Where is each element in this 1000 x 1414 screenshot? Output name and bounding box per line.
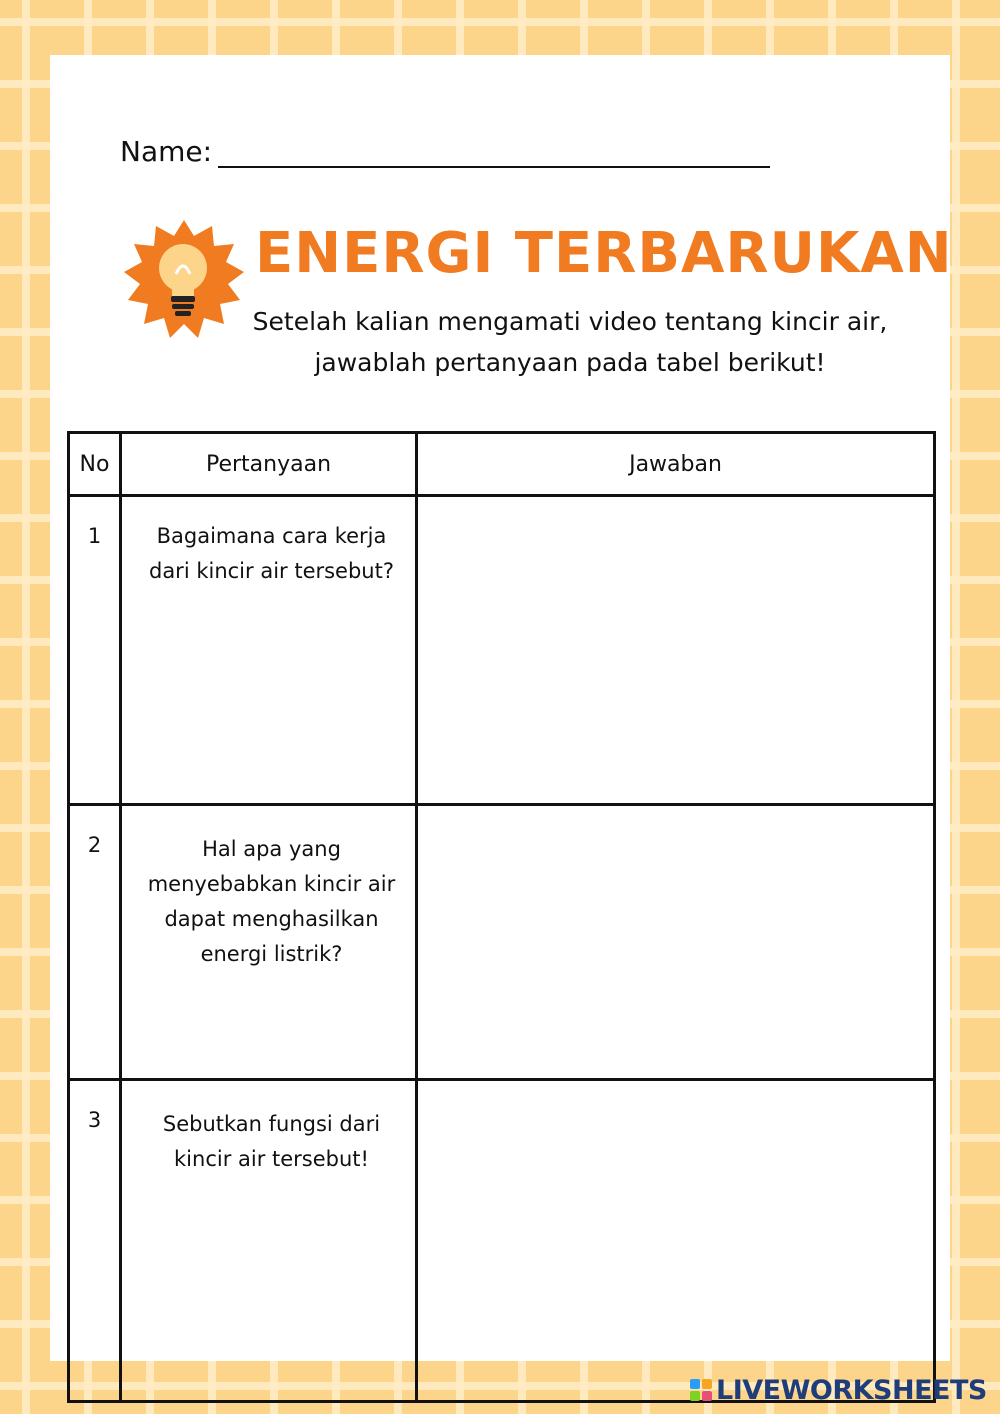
name-label: Name: — [120, 135, 213, 168]
name-field[interactable] — [218, 166, 770, 168]
row-question: Hal apa yang menyebabkan kincir air dapat menghasilkan energi listrik? — [121, 805, 417, 1080]
row-question: Bagaimana cara kerja dari kincir air tersebut? — [121, 496, 417, 805]
row-number: 3 — [69, 1080, 121, 1402]
header-no: No — [69, 433, 121, 496]
row-number: 2 — [69, 805, 121, 1080]
worksheet-page — [50, 55, 953, 1361]
row-question: Sebutkan fungsi dari kincir air tersebut! — [121, 1080, 417, 1402]
liveworksheets-logo — [690, 1374, 990, 1406]
instructions-text: Setelah kalian mengamati video tentang kincir air, jawablah pertanyaan pada tabel berikut! — [252, 307, 888, 377]
row-number: 1 — [69, 496, 121, 805]
answer-cell-2[interactable] — [417, 805, 935, 1080]
header-answer: Jawaban — [417, 433, 935, 496]
worksheet-title: ENERGI TERBARUKAN — [255, 221, 953, 286]
table-row — [69, 1080, 935, 1402]
answer-cell-3[interactable] — [417, 1080, 935, 1402]
question-table — [67, 431, 936, 1403]
logo-text: LIVEWORKSHEETS — [716, 1374, 987, 1406]
name-row — [120, 135, 780, 175]
logo-mark-icon — [690, 1379, 712, 1401]
header-question: Pertanyaan — [121, 433, 417, 496]
table-header-row — [69, 433, 935, 496]
answer-cell-1[interactable] — [417, 496, 935, 805]
lightbulb-icon — [120, 220, 248, 340]
table-row — [69, 805, 935, 1080]
table-row — [69, 496, 935, 805]
